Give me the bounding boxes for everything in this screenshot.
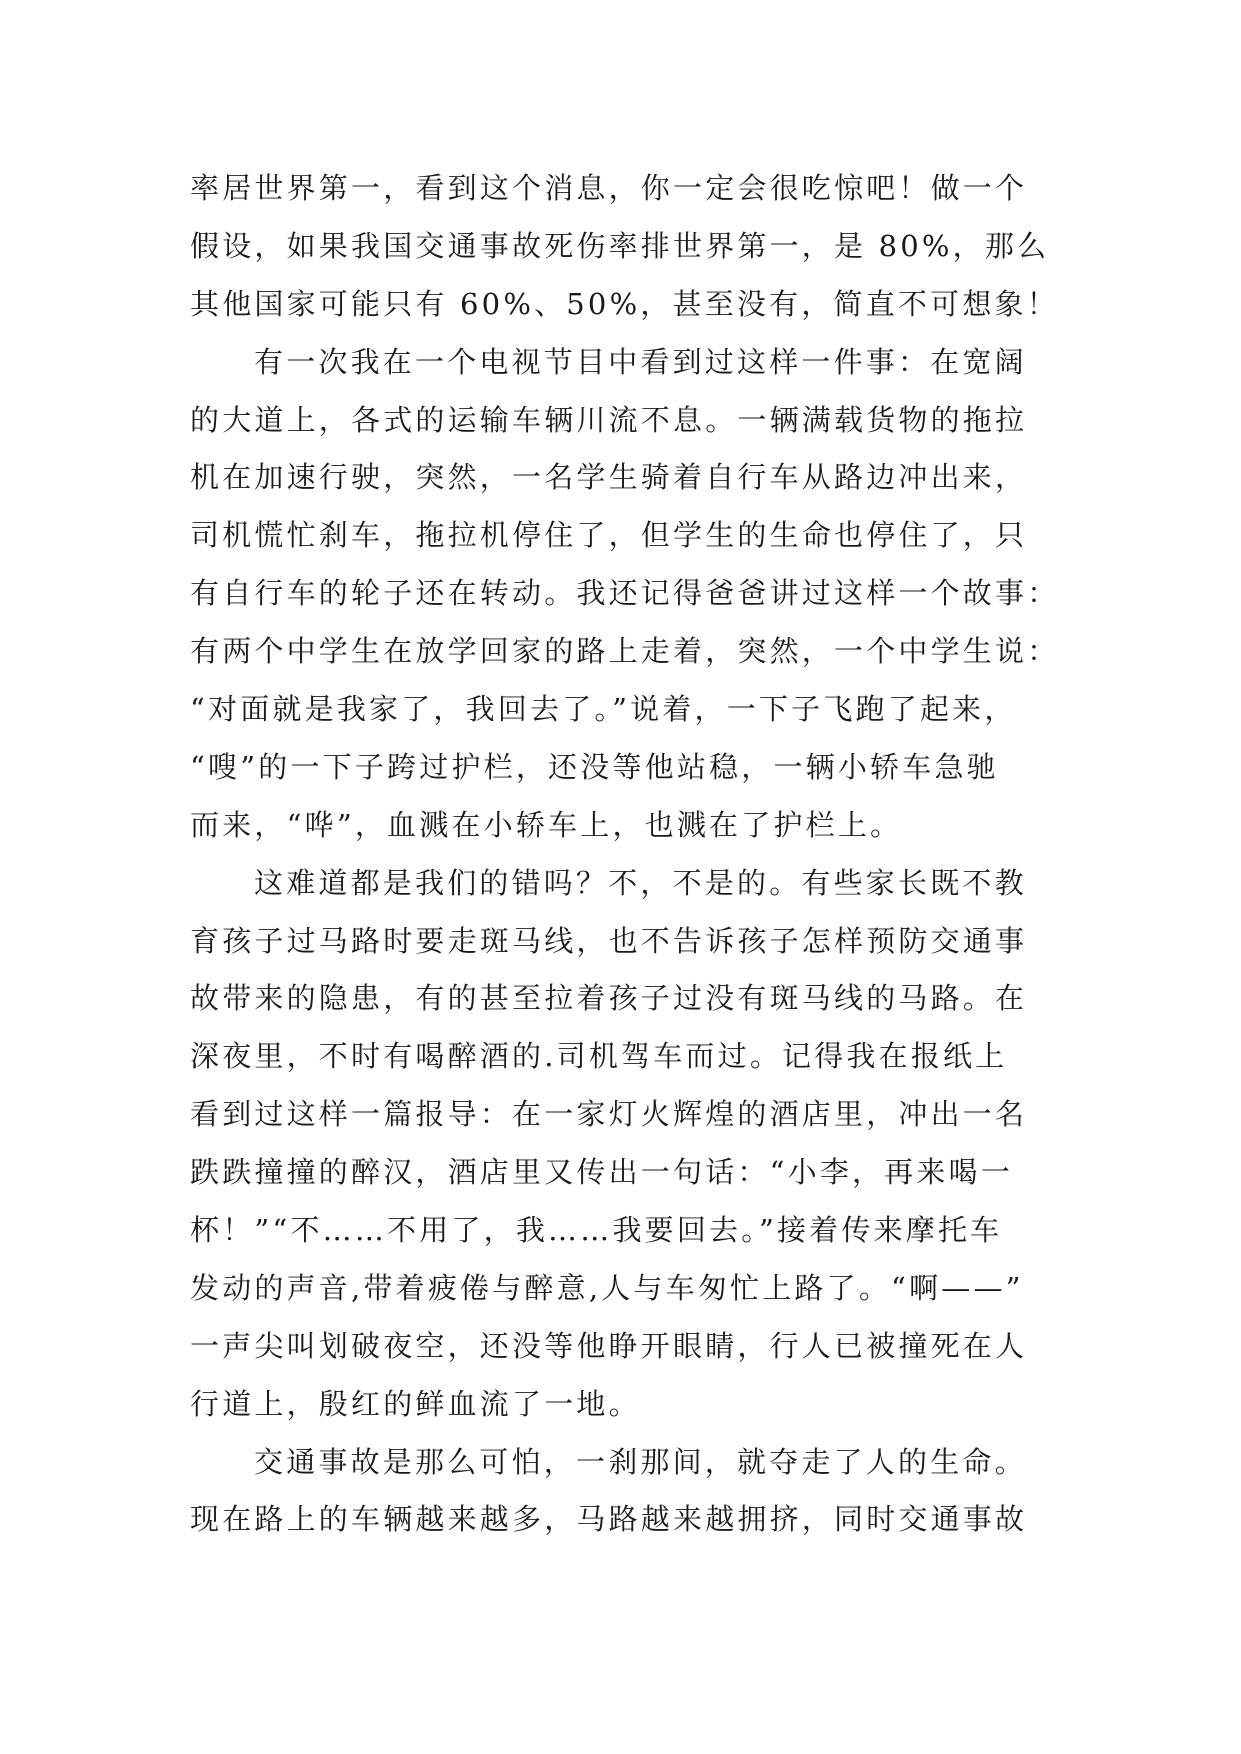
text-line: 的大道上，各式的运输车辆川流不息。一辆满载货物的拖拉 [190,402,1028,437]
text-line: 跌跌撞撞的醉汉，酒店里又传出一句话：“小李，再来喝一 [190,1155,1014,1190]
text-line: 一声尖叫划破夜空，还没等他睁开眼睛，行人已被撞死在人 [190,1328,1028,1363]
paragraph-first-line: 有一次我在一个电视节目中看到过这样一件事：在宽阔 [254,344,1027,379]
text-line: 而来，“哗”，血溅在小轿车上，也溅在了护栏上。 [190,807,903,842]
text-line: “嗖”的一下子跨过护栏，还没等他站稳，一辆小轿车急驰 [190,749,999,784]
text-line: 杯！”“不……不用了，我……我要回去。”接着传来摩托车 [190,1213,1003,1248]
text-line: 机在加速行驶，突然，一名学生骑着自行车从路边冲出来， [190,460,1028,495]
body-text [190,160,1070,1549]
text-line: “对面就是我家了，我回去了。”说着，一下子飞跑了起来， [190,692,1017,727]
text-line: 故带来的隐患，有的甚至拉着孩子过没有斑马线的马路。在 [190,981,1028,1016]
text-line: 行道上，殷红的鲜血流了一地。 [190,1386,641,1421]
text-line: 育孩子过马路时要走斑马线，也不告诉孩子怎样预防交通事 [190,923,1028,958]
text-line: 假设，如果我国交通事故死伤率排世界第一，是 80%，那么 [190,228,1050,263]
text-line: 司机慌忙刹车，拖拉机停住了，但学生的生命也停住了，只 [190,518,1028,553]
text-line: 深夜里，不时有喝醉酒的.司机驾车而过。记得我在报纸上 [190,1039,1008,1074]
paragraph-first-line: 交通事故是那么可怕，一刹那间，就夺走了人的生命。 [254,1444,1027,1479]
text-line: 有自行车的轮子还在转动。我还记得爸爸讲过这样一个故事： [190,576,1060,611]
text-line: 有两个中学生在放学回家的路上走着，突然，一个中学生说： [190,634,1060,669]
paragraph-first-line: 这难道都是我们的错吗？不，不是的。有些家长既不教 [254,865,1027,900]
text-line: 发动的声音,带着疲倦与醉意,人与车匆忙上路了。“啊——” [190,1270,1024,1305]
text-line: 现在路上的车辆越来越多，马路越来越拥挤，同时交通事故 [190,1502,1028,1537]
text-line: 其他国家可能只有 60%、50%，甚至没有，简直不可想象！ [190,286,1059,321]
text-line: 看到过这样一篇报导：在一家灯火辉煌的酒店里，冲出一名 [190,1097,1028,1132]
text-line: 率居世界第一，看到这个消息，你一定会很吃惊吧！做一个 [190,171,1028,205]
